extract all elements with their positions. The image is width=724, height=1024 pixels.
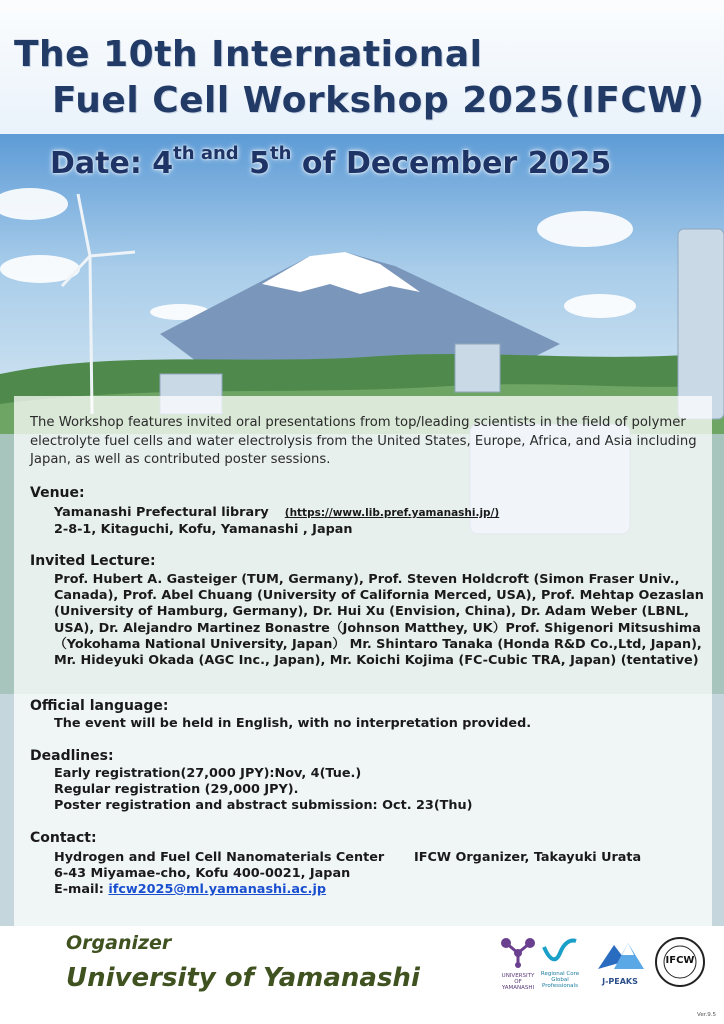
deadline-poster: Poster registration and abstract submission: Oct. 23(Thu) [54, 798, 473, 813]
contact-center: Hydrogen and Fuel Cell Nanomaterials Center [54, 850, 385, 865]
checkmark-wave-icon [540, 935, 580, 967]
venue-name: Yamanashi Prefectural library [54, 505, 269, 520]
title-line-1: The 10th International [14, 34, 483, 75]
ifcw-seal-logo: IFCW [654, 936, 706, 988]
j-peaks-logo: J-PEAKS [592, 935, 648, 986]
organizer-name: University of Yamanashi [66, 963, 420, 993]
intro-text: The Workshop features invited oral presentations from top/leading scientists in the field of polymer electrolyte fuel cells and water electrolysis from the United States, Europe, Africa, and Asia including Japan, as well as contributed poster sessions. [30, 415, 697, 467]
deadline-early: Early registration(27,000 JPY):Nov, 4(Tue.) [54, 766, 362, 781]
invited-heading: Invited Lecture: [30, 553, 156, 569]
peaks-icon [592, 935, 648, 973]
language-heading: Official language: [30, 698, 169, 714]
contact-organizer: IFCW Organizer, Takayuki Urata [414, 850, 642, 865]
deadline-regular: Regular registration (29,000 JPY). [54, 782, 299, 797]
contact-address: 6-43 Miyamae-cho, Kofu 400-0021, Japan [54, 866, 351, 881]
yamanashi-logo: UNIVERSITY OF YAMANASHI [498, 935, 538, 991]
venue-url-link[interactable]: (https://www.lib.pref.yamanashi.jp/) [284, 507, 500, 519]
deadlines-heading: Deadlines: [30, 748, 114, 764]
organizer-label: Organizer [66, 932, 172, 954]
contact-email-line: E-mail: ifcw2025@ml.yamanashi.ac.jp [54, 882, 327, 897]
regional-core-logo: Regional Core Global Professionals [540, 935, 580, 989]
venue-line [54, 505, 499, 520]
title-line-2: Fuel Cell Workshop 2025(IFCW) [52, 80, 705, 121]
venue-address: 2-8-1, Kitaguchi, Kofu, Yamanashi , Japan [54, 522, 353, 537]
invited-speakers: Prof. Hubert A. Gasteiger (TUM, Germany), Prof. Steven Holdcroft (Simon Fraser Univ., Canada), Prof. Abel Chuang (University of California Merced, USA), Prof. Mehtap Oezaslan (University of Hamburg, Germany), Dr. Hui Xu (Envision, China), Dr. Adam Weber (LBNL, USA), Dr. Alejandro Martinez Bonastre（Johnson Matthey, UK）Prof. Shigenori Mitsushima（Yokohama National University, Japan） Mr. Shintaro Tanaka (Honda R&D Co.,Ltd, Japan), Mr. Hideyuki Okada (AGC Inc., Japan), Mr. Koichi Kojima (FC-Cubic TRA, Japan) (tentative) [54, 572, 704, 669]
event-date: Date: $4^{th and}$ 5th of December 2025 [50, 143, 612, 181]
version-label: Ver.9.5 [697, 1012, 716, 1018]
molecule-icon [498, 935, 538, 969]
venue-heading: Venue: [30, 485, 85, 501]
contact-email-link[interactable]: ifcw2025@ml.yamanashi.ac.jp [108, 882, 327, 897]
language-text: The event will be held in English, with no interpretation provided. [54, 716, 532, 731]
contact-heading: Contact: [30, 830, 97, 846]
